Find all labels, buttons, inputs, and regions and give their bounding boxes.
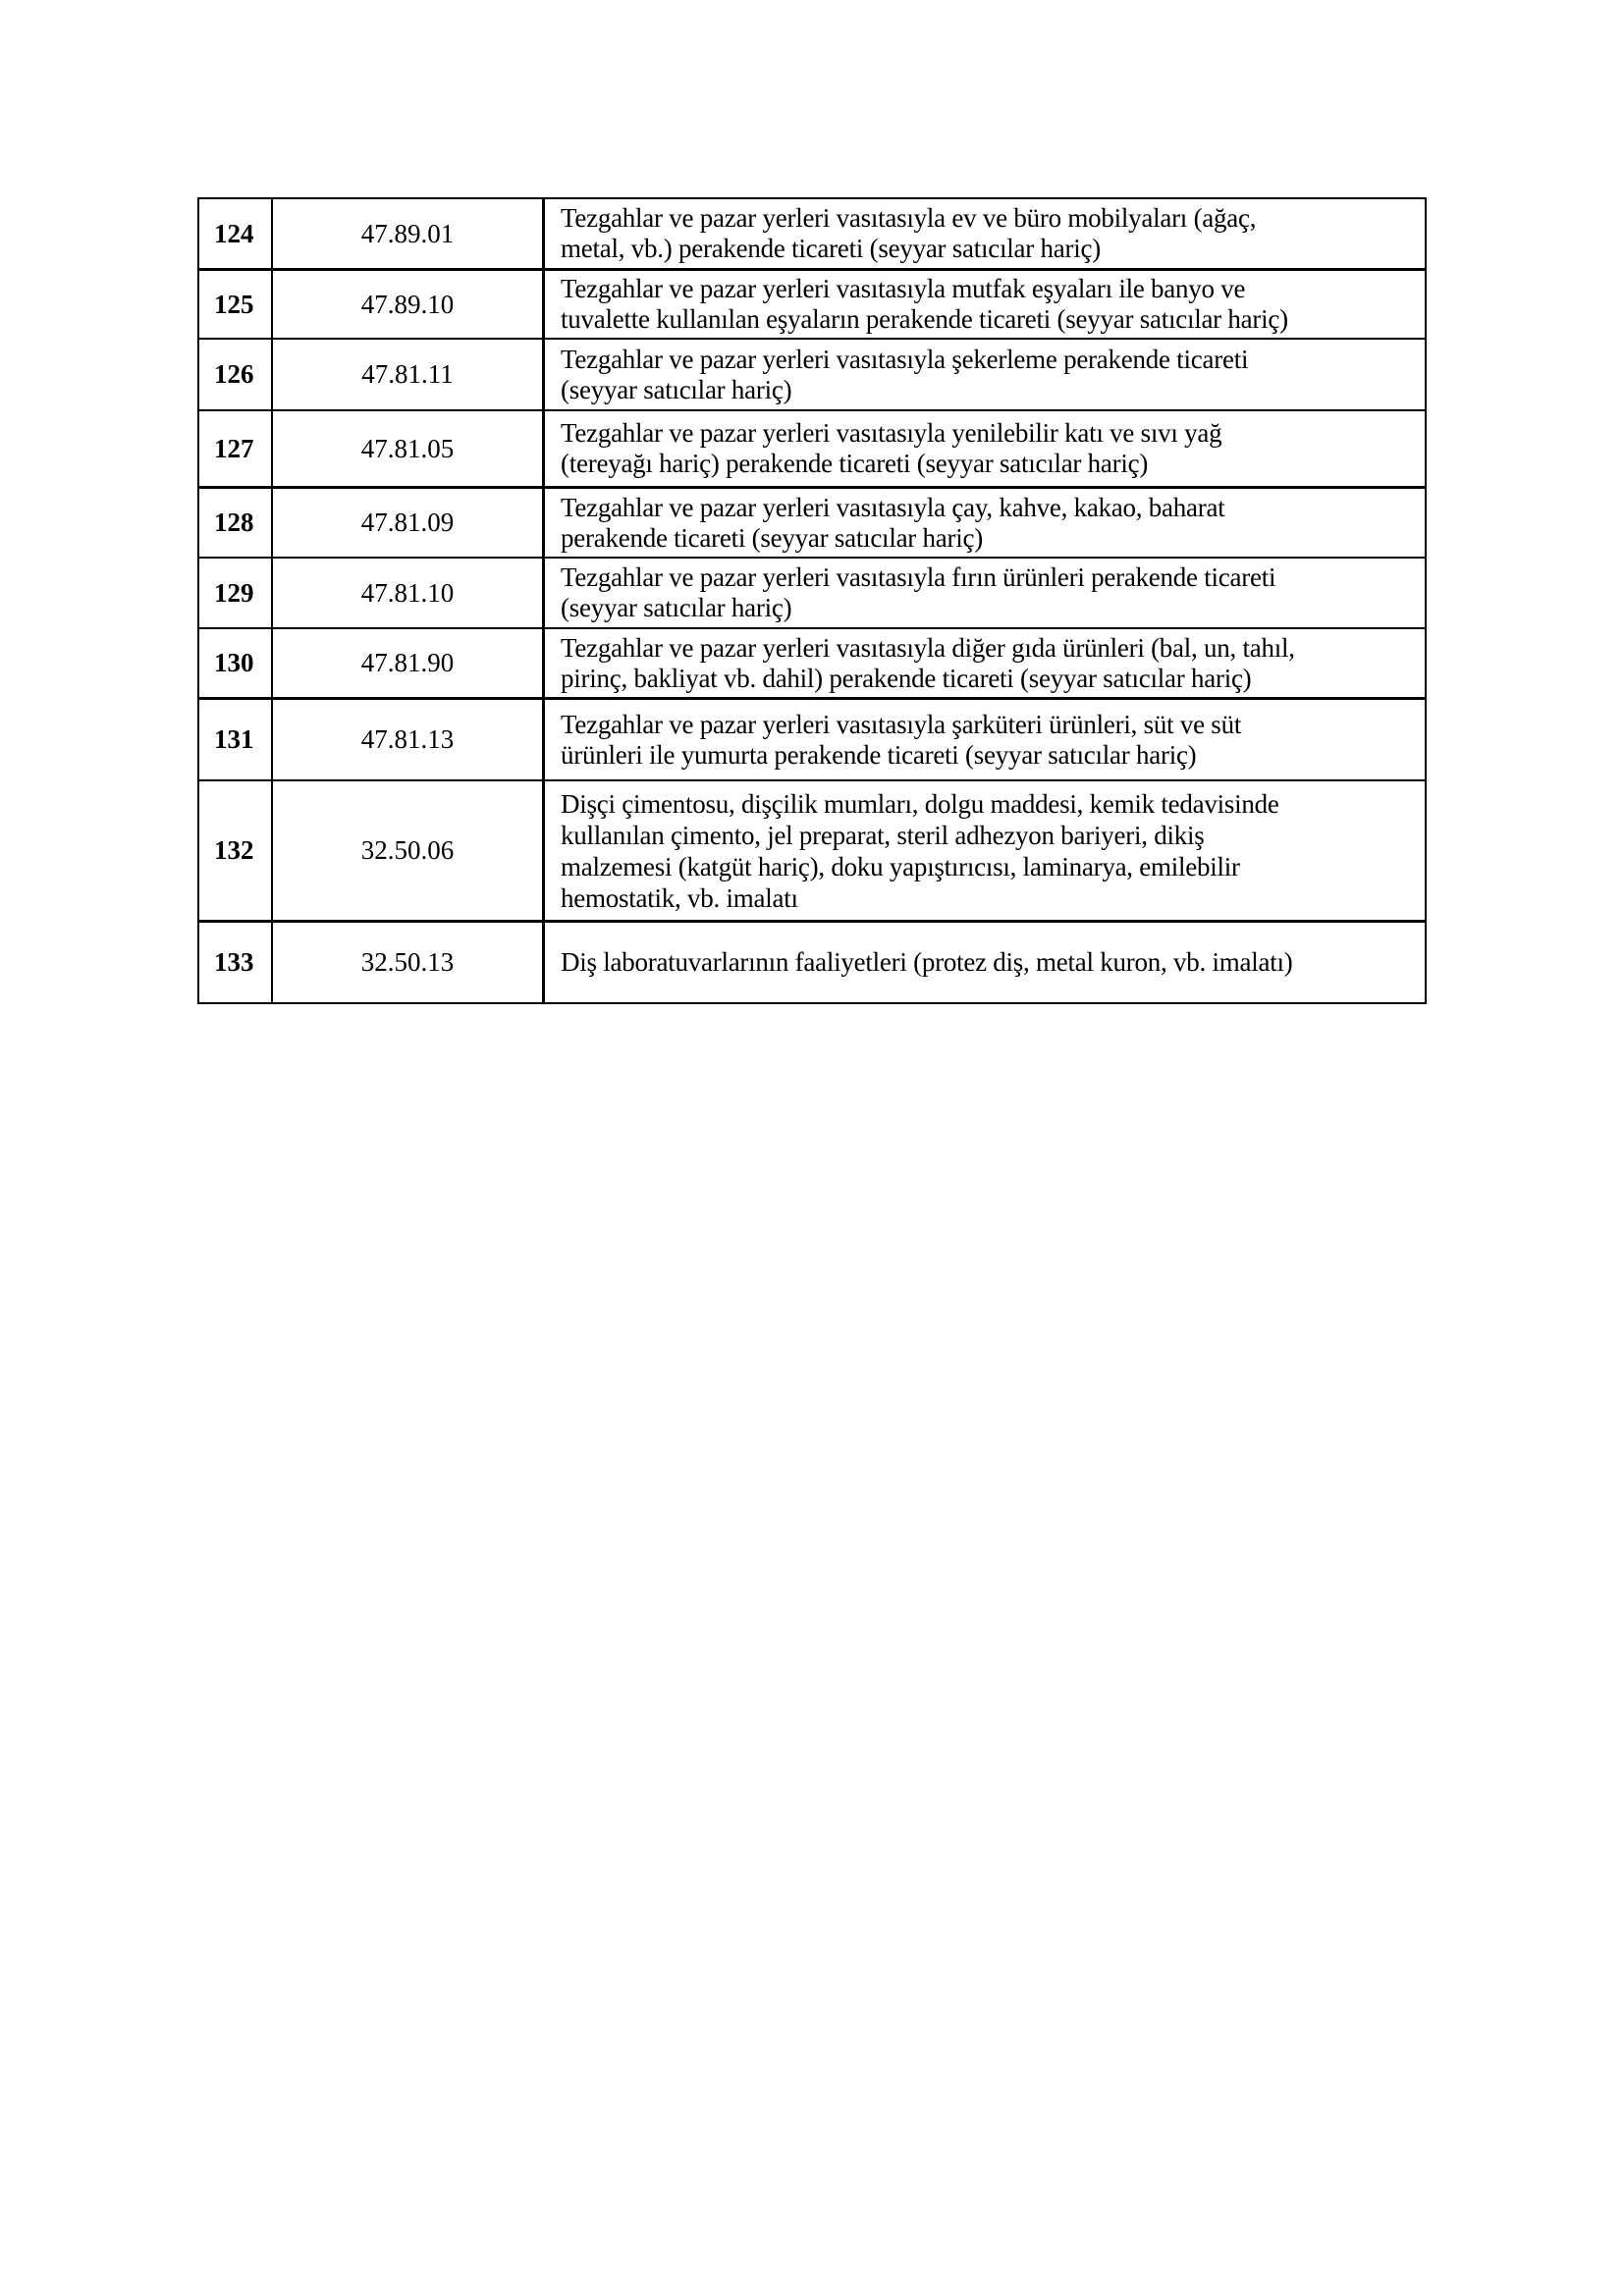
table-row xyxy=(199,627,1425,697)
row-number: 124 xyxy=(199,199,273,268)
row-number: 131 xyxy=(199,700,273,779)
activity-code: 32.50.13 xyxy=(273,923,545,1002)
row-number: 129 xyxy=(199,559,273,627)
table-row xyxy=(199,338,1425,409)
row-number: 128 xyxy=(199,489,273,557)
row-number: 125 xyxy=(199,271,273,338)
activity-code: 47.81.10 xyxy=(273,559,545,627)
activity-code: 47.81.05 xyxy=(273,411,545,486)
row-number: 132 xyxy=(199,781,273,920)
activity-code: 47.81.11 xyxy=(273,340,545,409)
activity-description: Tezgahlar ve pazar yerleri vasıtasıyla mutfak eşyaları ile banyo ve tuvalette kullanılan eşyaların perakende ticareti (seyyar satıcılar hariç) xyxy=(561,274,1288,334)
activity-description: Tezgahlar ve pazar yerleri vasıtasıyla fırın ürünleri perakende ticareti (seyyar satıcılar hariç) xyxy=(561,562,1276,622)
activity-code: 47.81.13 xyxy=(273,700,545,779)
activity-description: Tezgahlar ve pazar yerleri vasıtasıyla yenilebilir katı ve sıvı yağ (tereyağı hariç) perakende ticareti (seyyar satıcılar hariç) xyxy=(561,418,1222,478)
table-row xyxy=(199,199,1425,268)
activity-description: Tezgahlar ve pazar yerleri vasıtasıyla ev ve büro mobilyaları (ağaç, metal, vb.) perakende ticareti (seyyar satıcılar hariç) xyxy=(561,203,1257,263)
activity-description: Tezgahlar ve pazar yerleri vasıtasıyla diğer gıda ürünleri (bal, un, tahıl, pirinç, bakliyat vb. dahil) perakende ticareti (seyyar satıcılar hariç) xyxy=(561,632,1295,693)
activity-code: 32.50.06 xyxy=(273,781,545,920)
table-row xyxy=(199,486,1425,557)
row-number: 126 xyxy=(199,340,273,409)
row-number: 127 xyxy=(199,411,273,486)
activity-description: Tezgahlar ve pazar yerleri vasıtasıyla çay, kahve, kakao, baharat perakende ticareti (seyyar satıcılar hariç) xyxy=(561,492,1225,553)
table-row xyxy=(199,779,1425,920)
table-row xyxy=(199,268,1425,338)
table-row xyxy=(199,697,1425,779)
activity-code: 47.89.10 xyxy=(273,271,545,338)
row-number: 130 xyxy=(199,629,273,697)
activity-code: 47.81.90 xyxy=(273,629,545,697)
activity-description: Tezgahlar ve pazar yerleri vasıtasıyla şekerleme perakende ticareti (seyyar satıcılar hariç) xyxy=(561,344,1249,404)
activity-description: Diş laboratuvarlarının faaliyetleri (protez diş, metal kuron, vb. imalatı) xyxy=(561,947,1293,977)
table-row xyxy=(199,557,1425,627)
activity-code: 47.89.01 xyxy=(273,199,545,268)
table-row xyxy=(199,920,1425,1002)
activity-code: 47.81.09 xyxy=(273,489,545,557)
table-row xyxy=(199,409,1425,486)
activity-description: Dişçi çimentosu, dişçilik mumları, dolgu maddesi, kemik tedavisinde kullanılan çimento, jel preparat, steril adhezyon bariyeri, dikiş malzemesi (katgüt hariç), doku yapıştırıcısı, laminarya, emilebilir hemostatik, vb. imalatı xyxy=(561,788,1279,913)
activity-code-table xyxy=(197,197,1427,1004)
activity-description: Tezgahlar ve pazar yerleri vasıtasıyla şarküteri ürünleri, süt ve süt ürünleri ile yumurta perakende ticareti (seyyar satıcılar hariç) xyxy=(561,709,1242,770)
row-number: 133 xyxy=(199,923,273,1002)
